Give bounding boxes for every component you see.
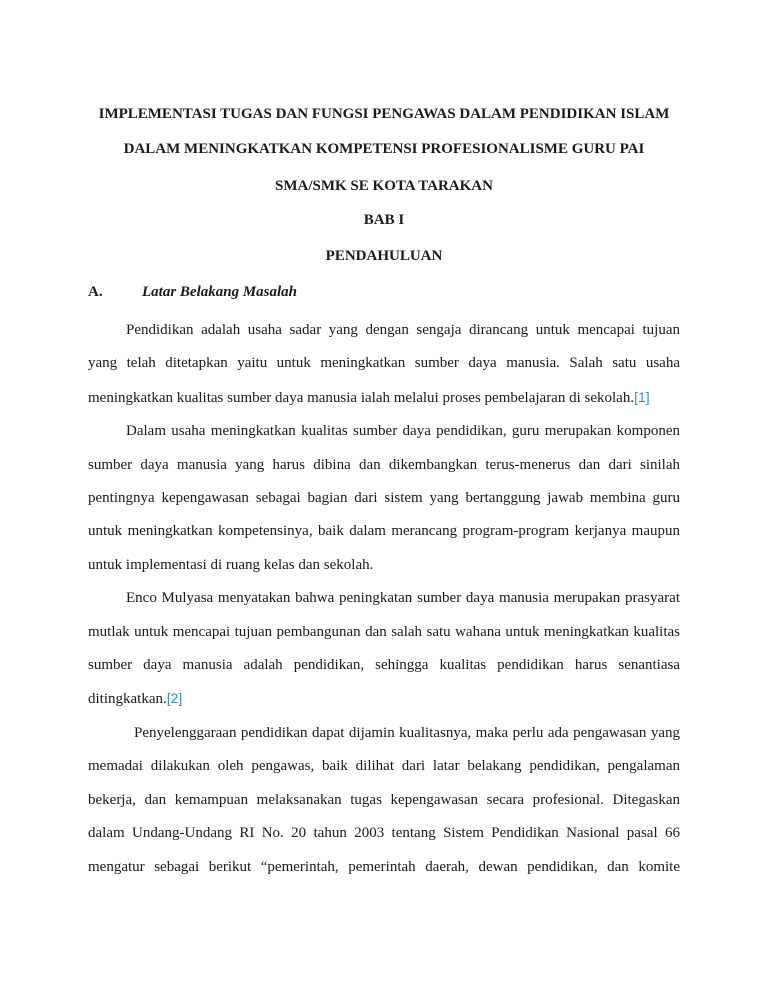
paragraph-line: Pendidikan adalah usaha sadar yang dengan sengaja dirancang untuk mencapai tujuan bbox=[126, 322, 680, 338]
paragraph-line: dalam Undang-Undang RI No. 20 tahun 2003 tentang Sistem Pendidikan Nasional pasal 66 bbox=[88, 825, 680, 842]
title-line-2: DALAM MENINGKATKAN KOMPETENSI PROFESIONALISME GURU PAI bbox=[123, 141, 645, 157]
paragraph-line: Dalam usaha meningkatkan kualitas sumber daya pendidikan, guru merupakan komponen bbox=[126, 423, 680, 440]
section-heading bbox=[88, 282, 680, 302]
chapter-name: PENDAHULUAN bbox=[325, 248, 443, 264]
paragraph-line: meningkatkan kualitas sumber daya manusia ialah melalui proses pembelajaran di sekolah.[1] bbox=[88, 388, 650, 406]
paragraph-line: mutlak untuk mencapai tujuan pembangunan dan salah satu wahana untuk meningkatkan kualitas bbox=[88, 623, 680, 640]
paragraph-line: Enco Mulyasa menyatakan bahwa peningkatan sumber daya manusia merupakan prasyarat bbox=[126, 590, 680, 607]
paragraph-line: memadai dilakukan oleh pengawas, baik dilihat dari latar belakang pendidikan, pengalaman bbox=[88, 758, 680, 775]
paragraph-line: untuk meningkatkan kompetensinya, baik dalam merancang program-program kerjanya maupun bbox=[88, 523, 680, 540]
paragraph-3 bbox=[88, 582, 680, 717]
section-name: Latar Belakang Masalah bbox=[142, 284, 298, 300]
paragraph-line: Penyelenggaraan pendidikan dapat dijamin kualitasnya, maka perlu ada pengawasan yang bbox=[134, 724, 680, 741]
paragraph-line: yang telah ditetapkan yaitu untuk meningkatkan sumber daya manusia. Salah satu usaha bbox=[88, 355, 680, 372]
paragraph-line: sumber daya manusia adalah pendidikan, sehingga kualitas pendidikan harus senantiasa bbox=[88, 657, 680, 674]
footnote-link[interactable]: [2] bbox=[166, 690, 183, 707]
paragraph-4 bbox=[88, 717, 680, 884]
paragraph-2 bbox=[88, 415, 680, 582]
title-line-3: SMA/SMK SE KOTA TARAKAN bbox=[275, 178, 493, 194]
section-number: A. bbox=[88, 284, 103, 300]
paragraph-line: untuk implementasi di ruang kelas dan sekolah. bbox=[88, 556, 374, 573]
paragraph-line: ditingkatkan.[2] bbox=[88, 690, 183, 708]
title-line-1: IMPLEMENTASI TUGAS DAN FUNGSI PENGAWAS DALAM PENDIDIKAN ISLAM bbox=[98, 106, 670, 122]
paragraph-line: mengatur sebagai berikut “pemerintah, pemerintah daerah, dewan pendidikan, dan komite bbox=[88, 858, 680, 875]
chapter-number: BAB I bbox=[363, 212, 405, 228]
footnote-link[interactable]: [1] bbox=[634, 388, 650, 405]
paragraph-1 bbox=[88, 314, 680, 415]
paragraph-line: sumber daya manusia yang harus dibina dan dikembangkan terus-menerus dan dari sinilah bbox=[88, 456, 680, 473]
paragraph-line: bekerja, dan kemampuan melaksanakan tugas kepengawasan secara profesional. Ditegaskan bbox=[88, 791, 680, 808]
paragraph-line: pentingnya kepengawasan sebagai bagian dari sistem yang bertanggung jawab membina guru bbox=[88, 490, 680, 507]
